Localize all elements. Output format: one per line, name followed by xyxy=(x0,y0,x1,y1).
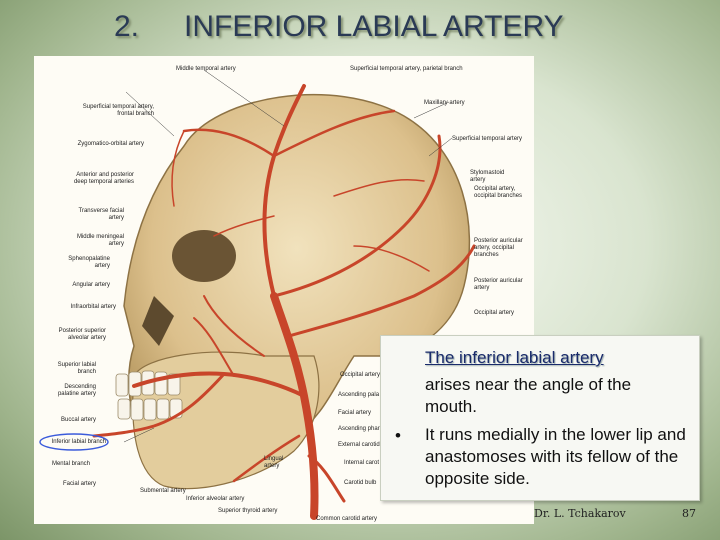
slide-number: 2. xyxy=(114,10,140,43)
label-stylomastoid: Stylomastoid artery xyxy=(470,170,505,183)
label-inferior-labial-branch: Inferior labial branch xyxy=(51,439,106,445)
bullet-icon: • xyxy=(395,426,401,445)
label-submental: Submental artery xyxy=(140,488,186,494)
slide-title-bar xyxy=(0,8,720,48)
label-descending-palatine: Descending palatine artery xyxy=(57,384,96,397)
label-lingual: Lingual artery xyxy=(264,456,284,469)
label-facial-artery-neck: Facial artery xyxy=(338,410,372,416)
label-superficial-temporal: Superficial temporal artery xyxy=(452,136,523,142)
label-transverse-facial: Transverse facial artery xyxy=(78,208,124,221)
label-superficial-temporal-frontal: Superficial temporal artery, frontal branch xyxy=(82,104,154,117)
label-ascending-pharyngeal: Ascending phar xyxy=(338,426,380,432)
slide-title: INFERIOR LABIAL ARTERY xyxy=(184,10,564,43)
label-sphenopalatine: Sphenopalatine artery xyxy=(68,256,110,269)
label-facial-artery: Facial artery xyxy=(62,481,96,487)
label-occipital-branches: Occipital artery, occipital branches xyxy=(474,186,523,199)
label-ascending-palatine: Ascending pala xyxy=(338,392,380,398)
label-maxillary: Maxillary artery xyxy=(424,100,465,106)
description-line-2: It runs medially in the lower lip and anastomoses with its fellow of the opposite side. xyxy=(425,425,686,488)
label-carotid-bulb: Carotid bulb xyxy=(344,480,377,486)
label-middle-temporal-artery: Middle temporal artery xyxy=(176,66,236,72)
label-superior-labial: Superior labial branch xyxy=(57,362,96,375)
label-angular: Angular artery xyxy=(72,282,110,288)
description-line-1: arises near the angle of the mouth. xyxy=(425,375,632,416)
label-buccal: Buccal artery xyxy=(60,417,96,423)
label-posterior-auricular-branches: Posterior auricular artery, occipital branches xyxy=(474,238,523,258)
label-occipital-right: Occipital artery xyxy=(474,310,515,316)
slide-page-number: 87 xyxy=(682,507,696,520)
label-mental-branch: Mental branch xyxy=(51,461,90,467)
label-zygomatico-orbital: Zygomatico-orbital artery xyxy=(77,141,144,147)
orbit-shape xyxy=(172,230,236,282)
label-posterior-auricular: Posterior auricular artery xyxy=(474,278,523,291)
label-superior-thyroid: Superior thyroid artery xyxy=(218,508,278,514)
label-common-carotid: Common carotid artery xyxy=(316,516,378,522)
label-superficial-temporal-parietal: Superficial temporal artery, parietal branch xyxy=(350,66,463,72)
label-deep-temporal: Anterior and posterior deep temporal arteries xyxy=(73,172,134,185)
slide-author: Dr. L. Tchakarov xyxy=(534,507,626,520)
label-infraorbital: Infraorbital artery xyxy=(70,304,116,310)
label-middle-meningeal: Middle meningeal artery xyxy=(76,234,124,247)
description-textbox xyxy=(380,335,700,501)
description-heading: The inferior labial artery xyxy=(425,348,604,367)
label-external-carotid: External carotid xyxy=(338,442,380,448)
label-posterior-superior-alveolar: Posterior superior alveolar artery xyxy=(58,328,106,341)
label-inferior-alveolar: Inferior alveolar artery xyxy=(186,496,245,502)
label-internal-carotid: Internal carot xyxy=(344,460,380,466)
label-occipital-bottom: Occipital artery xyxy=(340,372,381,378)
